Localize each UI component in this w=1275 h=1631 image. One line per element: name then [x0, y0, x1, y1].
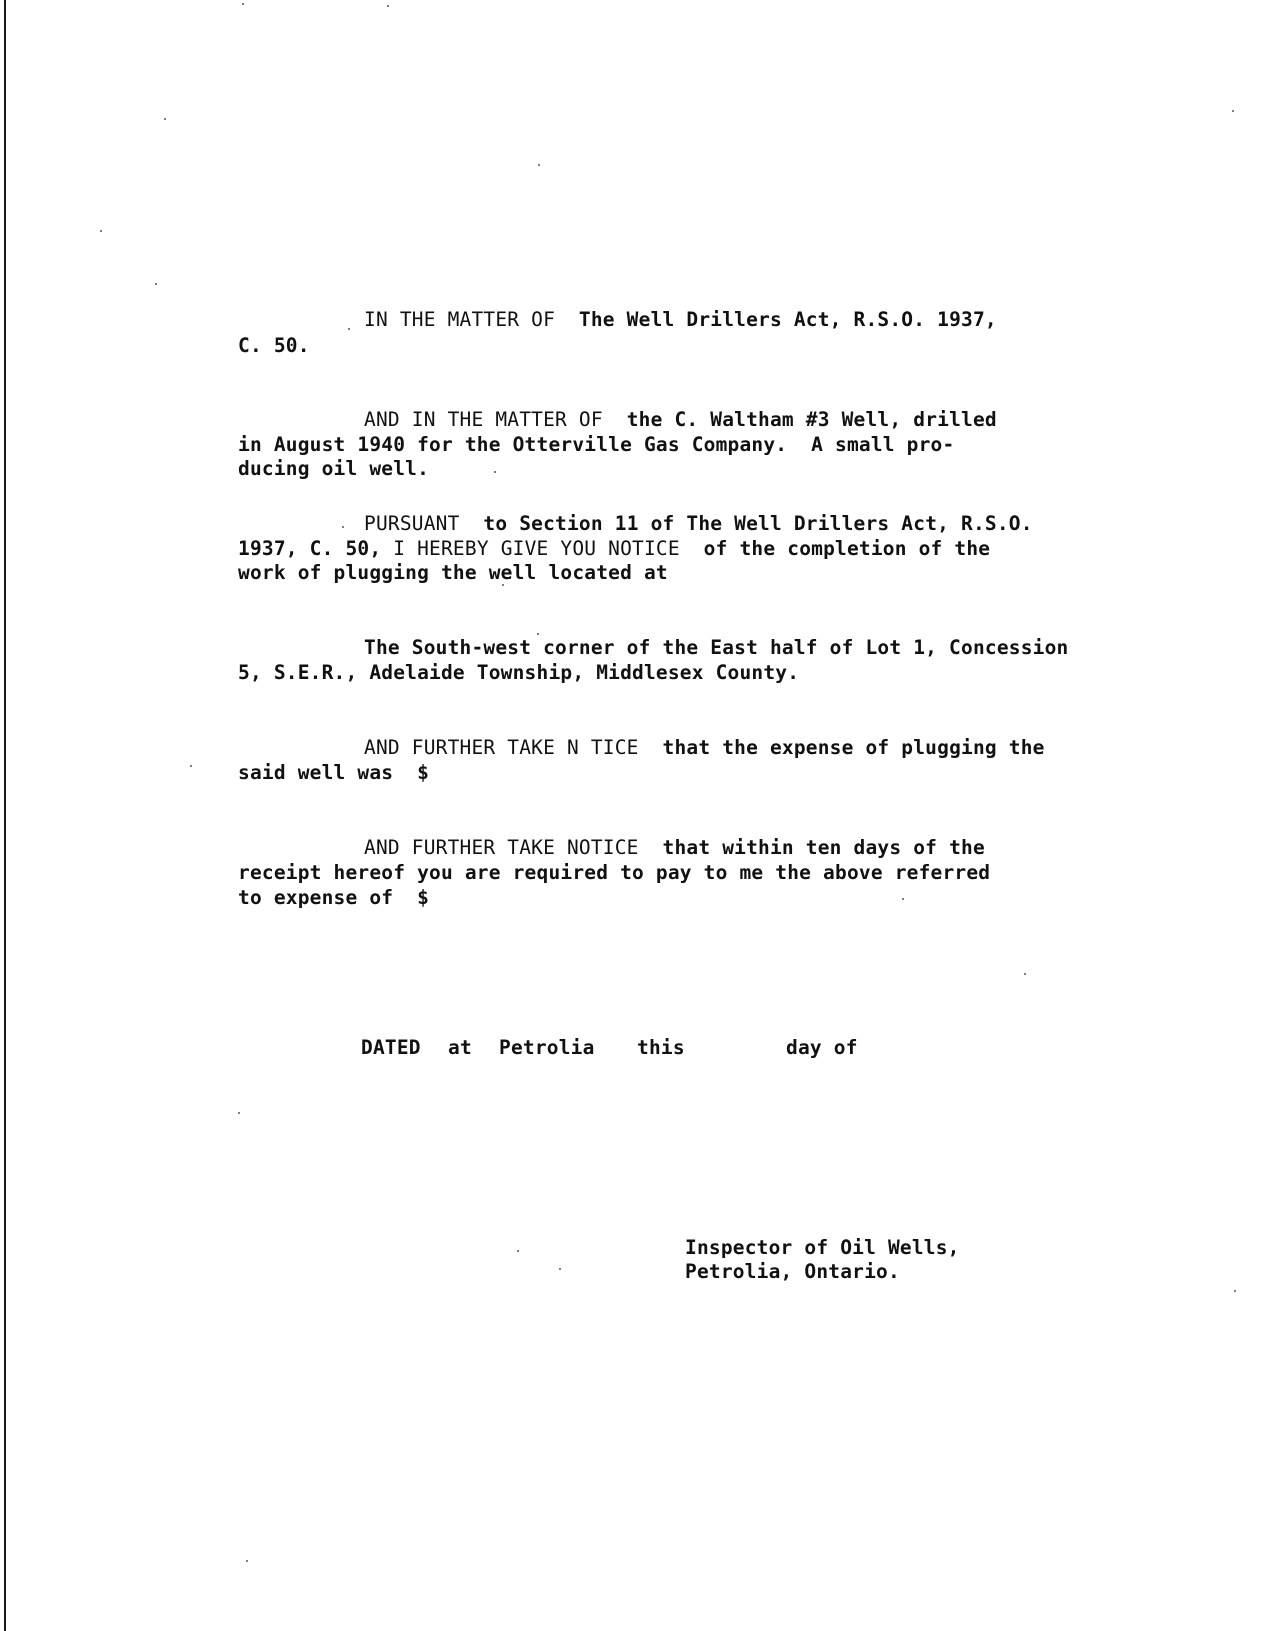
para4-line1: The South-west corner of the East half of Lot 1, Concession [364, 636, 1069, 659]
para6-line1 [364, 836, 985, 860]
para2-line1 [364, 408, 997, 432]
para6-text1: that within ten days of the [638, 836, 985, 859]
para1-lead: IN THE MATTER OF [364, 308, 556, 331]
scan-speck [1024, 973, 1026, 975]
scan-speck [537, 633, 539, 635]
signature-location: Petrolia, Ontario. [685, 1260, 900, 1283]
para3-line2 [238, 537, 990, 561]
dated-day-of: day of [786, 1036, 858, 1059]
scan-speck [502, 584, 504, 586]
para5-text1: that the expense of plugging the [638, 736, 1045, 759]
para2-line2: in August 1940 for the Otterville Gas Company. A small pro- [238, 433, 955, 456]
para3-text1: to Section 11 of The Well Drillers Act, R.S.O. [459, 512, 1033, 535]
para2-line3: ducing oil well. [238, 457, 430, 480]
para6-line3: to expense of $ [238, 886, 430, 909]
scan-speck [494, 471, 496, 473]
para2-lead: AND IN THE MATTER OF [364, 408, 603, 431]
dated-label: DATED [361, 1036, 421, 1059]
scan-speck [1234, 1290, 1236, 1292]
dated-place: Petrolia [499, 1036, 595, 1059]
para3-line2b: I HEREBY GIVE YOU NOTICE [393, 537, 680, 560]
scan-speck [348, 328, 350, 330]
para4-line2: 5, S.E.R., Adelaide Township, Middlesex County. [238, 661, 800, 684]
para1-line1 [364, 308, 997, 332]
scan-speck [100, 230, 102, 232]
para5-lead: AND FURTHER TAKE N TICE [364, 736, 639, 759]
para3-lead: PURSUANT [364, 512, 460, 535]
scan-speck [246, 1560, 248, 1562]
para6-lead: AND FURTHER TAKE NOTICE [364, 836, 639, 859]
scan-speck [387, 5, 389, 7]
scan-speck [164, 118, 166, 120]
scan-speck [538, 164, 540, 166]
dated-this: this [637, 1036, 685, 1059]
scan-speck [190, 765, 192, 767]
para6-line2: receipt hereof you are required to pay to me the above referred [238, 861, 991, 884]
scan-speck [238, 1112, 240, 1114]
para5-line2: said well was $ [238, 761, 430, 784]
scan-speck [342, 526, 344, 528]
scan-speck [559, 1268, 561, 1270]
para3-line2c: of the completion of the [679, 537, 991, 560]
scan-left-edge [4, 0, 6, 1631]
para3-line2a: 1937, C. 50, [238, 537, 394, 560]
scan-speck [517, 1250, 519, 1252]
para3-line1 [364, 512, 1033, 536]
para3-line3: work of plugging the well located at [238, 561, 668, 584]
para5-line1 [364, 736, 1045, 760]
scan-speck [242, 3, 244, 5]
para1-line2: C. 50. [238, 334, 310, 357]
signature-block [685, 1236, 960, 1284]
dated-at: at [448, 1036, 472, 1059]
scan-speck [155, 283, 157, 285]
scan-speck [1232, 110, 1234, 112]
para1-text1: The Well Drillers Act, R.S.O. 1937, [555, 308, 997, 331]
signature-title: Inspector of Oil Wells, [685, 1236, 960, 1259]
para2-text1: the C. Waltham #3 Well, drilled [602, 408, 997, 431]
scan-speck [902, 898, 904, 900]
